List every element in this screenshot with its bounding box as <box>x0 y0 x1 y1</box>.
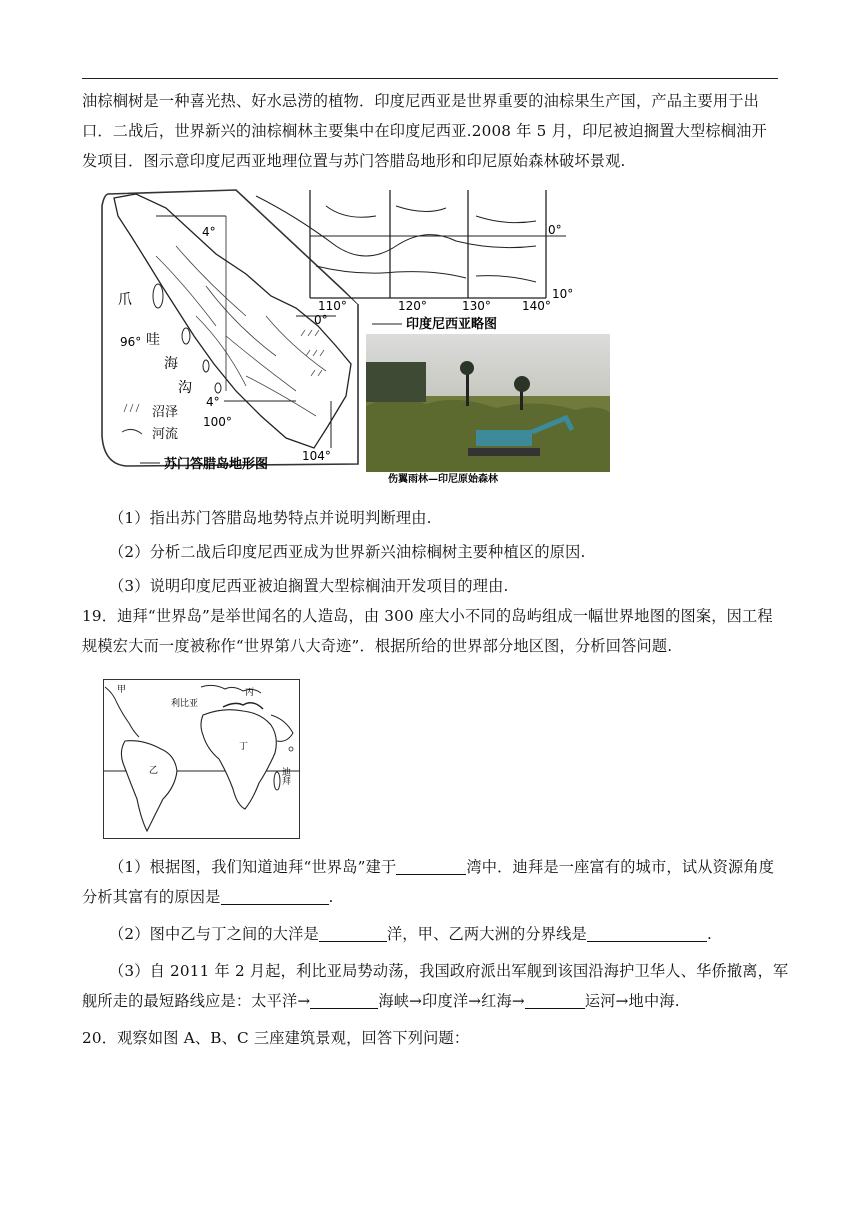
blank-canal[interactable] <box>525 990 585 1009</box>
q18-subquestions <box>82 503 782 601</box>
sumatra-lon-104: 104° <box>302 449 331 463</box>
intro-paragraph <box>82 86 782 176</box>
q18-sub-2: （2）分析二战后印度尼西亚成为世界新兴油棕榈树主要种植区的原因. <box>109 543 586 561</box>
q20-stem <box>82 1023 782 1053</box>
legend-swamp: 沼泽 <box>152 405 179 420</box>
photo-caption: 伤翼雨林—印尼原始森林 <box>388 474 498 485</box>
map-label-bing: 丙 <box>245 688 255 698</box>
indonesia-lon-140: 140° <box>522 299 551 313</box>
q19-sub-1: （1）根据图，我们知道迪拜“世界岛”建于 湾中．迪拜是一座富有的城市，试从资源角度 <box>109 858 775 876</box>
forest-photo <box>366 334 610 485</box>
sumatra-caption: 苏门答腊岛地形图 <box>164 457 269 472</box>
q18-sub-3: （3）说明印度尼西亚被迫搁置大型棕榈油开发项目的理由. <box>109 577 509 595</box>
map-label-dibai: 迪拜 <box>280 767 290 785</box>
q19-sub-2: （2）图中乙与丁之间的大洋是 洋，甲、乙两大洲的分界线是 . <box>109 925 712 943</box>
blank-wealth-reason[interactable] <box>221 886 329 905</box>
q19-sub-3-cont: 舰所走的最短路线应是：太平洋→ 海峡→印度洋→红海→ 运河→地中海. <box>82 992 680 1010</box>
q19-sub-3-line-1: （3）自 2011 年 2 月起，利比亚局势动荡，我国政府派出军舰到该国沿海护卫华人、华侨撤离，军 <box>109 962 789 980</box>
q18-sub-1: （1）指出苏门答腊岛地势特点并说明判断理由. <box>109 509 432 527</box>
sumatra-lat-4n: 4° <box>202 225 216 239</box>
q19-stem-line-2: 规模宏大而一度被称作“世界第八大奇迹”．根据所给的世界部分地区图，分析回答问题. <box>82 637 673 655</box>
blank-gulf[interactable] <box>396 856 466 875</box>
intro-line-1: 油棕榈树是一种喜光热、好水忌涝的植物．印度尼西亚是世界重要的油棕果生产国，产品主要用于出 <box>82 92 760 110</box>
excavator-icon <box>476 430 532 446</box>
indonesia-lat-10: 10° <box>552 287 574 301</box>
blank-ocean[interactable] <box>319 923 387 942</box>
q18-figure <box>96 186 616 492</box>
world-map <box>103 679 300 839</box>
intro-line-3: 发项目．图示意印度尼西亚地理位置与苏门答腊岛地形和印尼原始森林破坏景观. <box>82 152 626 170</box>
indonesia-lon-110: 110° <box>318 299 347 313</box>
blank-boundary[interactable] <box>587 923 707 942</box>
sea-char-2: 哇 <box>146 332 160 348</box>
sea-char-1: 爪 <box>118 292 132 308</box>
sumatra-lat-0: 0° <box>314 313 328 327</box>
q19-sub-1-cont: 分析其富有的原因是 . <box>82 888 334 906</box>
q19-sub-3 <box>82 956 789 986</box>
indonesia-lon-130: 130° <box>462 299 491 313</box>
map-label-yi: 乙 <box>149 766 159 776</box>
blank-strait[interactable] <box>310 990 378 1009</box>
indonesia-lon-120: 120° <box>398 299 427 313</box>
sea-char-4: 沟 <box>178 380 192 396</box>
q19-stem-line-1: 19．迪拜“世界岛”是举世闻名的人造岛，由 300 座大小不同的岛屿组成一幅世界地图的图案，因工程 <box>82 607 773 625</box>
sumatra-lon-96: 96° <box>120 335 142 349</box>
sumatra-lon-100: 100° <box>203 415 232 429</box>
map-label-jia: 甲 <box>117 685 127 695</box>
header-rule <box>82 78 778 79</box>
indonesia-lat-0: 0° <box>548 223 562 237</box>
q20-stem-line: 20．观察如图 A、B、C 三座建筑景观，回答下列问题： <box>82 1029 470 1047</box>
intro-line-2: 口．二战后，世界新兴的油棕榈林主要集中在印度尼西亚.2008 年 5 月，印尼被迫搁置大型棕榈油开 <box>82 122 767 140</box>
legend-river: 河流 <box>152 427 179 442</box>
q19-stem <box>82 601 782 661</box>
map-label-ding: 丁 <box>239 742 249 752</box>
sea-char-3: 海 <box>164 356 178 372</box>
map-label-libya: 利比亚 <box>171 699 199 709</box>
indonesia-caption: 印度尼西亚略图 <box>406 317 498 332</box>
sumatra-lat-4s: 4° <box>206 395 220 409</box>
